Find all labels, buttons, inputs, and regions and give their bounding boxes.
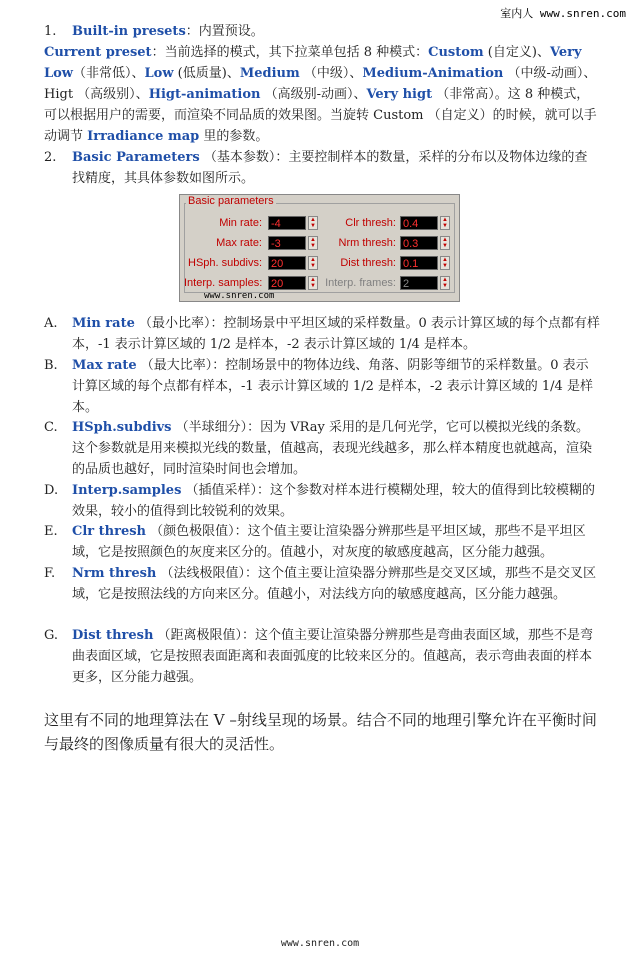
item-text: （法线极限值）：这个值主要让渲染器分辨那些是交叉区域，那些不是交叉区域，它是按照法线的方向来区分。值越小，对法线方向的敏感度越高，区分能力越强。: [72, 566, 597, 602]
section-1-number: 1.: [44, 24, 57, 39]
min-rate-label: Min rate:: [219, 217, 262, 229]
clr-thresh-field[interactable]: 0.4: [400, 216, 438, 230]
footer-site: www.snren.com: [280, 938, 360, 949]
list-item: [44, 625, 600, 688]
item-term: Nrm thresh: [72, 566, 157, 581]
text: ：当前选择的模式，其下拉菜单包括 8 种模式：: [151, 45, 429, 60]
item-text: （插值采样）：这个参数对样本进行模糊处理，较大的值得到比较模糊的效果，较小的值得到比较锐利的效果。: [72, 483, 596, 519]
item-text: （距离极限值）：这个值主要让渲染器分辨那些是弯曲表面区域，那些不是弯曲表面区域，它是按照表面距离和表面弧度的比较来区分的。值越高，表示弯曲表面的样本更多，区分能力越强。: [72, 628, 594, 685]
item-term: Min rate: [72, 316, 135, 331]
list-item: [44, 417, 600, 480]
item-text: （半球细分）：因为 VRay 采用的是几何光学，它可以模拟光线的条数。这个参数就是用来模拟光线的数量，值越高，表现光线越多，那么样本精度也就越高，渲染的品质也越好，同时渲染时间也会增加。: [72, 420, 593, 477]
item-letter: D.: [44, 483, 59, 498]
min-rate-spinner[interactable]: ▲ ▼: [308, 216, 318, 230]
list-item: [44, 563, 600, 605]
current-preset-term: Current preset: [44, 45, 152, 60]
text: （非常低）、: [73, 66, 145, 81]
text: (低质量)、: [173, 66, 240, 81]
preset-very-low: Very Low: [44, 45, 582, 81]
item-letter: G.: [44, 628, 59, 643]
preset-low: Low: [144, 66, 174, 81]
list-item: [44, 521, 600, 563]
item-letter: E.: [44, 524, 58, 539]
basic-parameters-panel: [179, 194, 460, 302]
list-item: [44, 313, 600, 355]
clr-thresh-label: Clr thresh:: [345, 217, 396, 229]
preset-medium-animation: Medium-Animation: [362, 66, 504, 81]
section-2-term: Basic Parameters: [72, 150, 200, 165]
list-item: [44, 480, 600, 522]
preset-custom: Custom: [428, 45, 484, 60]
clr-thresh-spinner[interactable]: ▲ ▼: [440, 216, 450, 230]
interp-frames-spinner[interactable]: ▲ ▼: [440, 276, 450, 290]
list-item: [44, 355, 600, 418]
text: (自定义)、: [483, 45, 550, 60]
hsph-subdivs-spinner[interactable]: ▲ ▼: [308, 256, 318, 270]
min-rate-field[interactable]: -4: [268, 216, 306, 230]
dist-thresh-label: Dist thresh:: [340, 257, 396, 269]
interp-frames-field[interactable]: 2: [400, 276, 438, 290]
hsph-subdivs-label: HSph. subdivs:: [188, 257, 262, 269]
item-term: Interp.samples: [72, 483, 182, 498]
nrm-thresh-label: Nrm thresh:: [338, 237, 396, 249]
item-letter: F.: [44, 566, 56, 581]
section-2-number: 2.: [44, 150, 57, 165]
text: （中级）、: [299, 66, 363, 81]
dist-thresh-spinner[interactable]: ▲ ▼: [440, 256, 450, 270]
item-term: Clr thresh: [72, 524, 147, 539]
preset-medium: Medium: [239, 66, 300, 81]
max-rate-field[interactable]: -3: [268, 236, 306, 250]
nrm-thresh-spinner[interactable]: ▲ ▼: [440, 236, 450, 250]
item-term: Max rate: [72, 358, 137, 373]
preset-higt-animation: Higt-animation: [148, 87, 261, 102]
current-preset-paragraph: [44, 42, 600, 147]
text: （非常高）。这 8 种模式，可以根据用户的需要，而渲染不同品质的效果图。当旋转 Custom （自定义）的时候，就可以手动调节: [44, 87, 597, 144]
max-rate-label: Max rate:: [216, 237, 262, 249]
max-rate-spinner[interactable]: ▲ ▼: [308, 236, 318, 250]
interp-samples-spinner[interactable]: ▲ ▼: [308, 276, 318, 290]
section-1-desc: ：内置预设。: [185, 24, 264, 39]
interp-frames-label: Interp. frames:: [325, 277, 396, 289]
section-2: [44, 147, 600, 189]
item-term: HSph.subdivs: [72, 420, 172, 435]
text: （中级-动画）、Higt （高级别）、: [44, 66, 597, 102]
closing-paragraph: 这里有不同的地理算法在 V –射线呈现的场景。结合不同的地理引擎允许在平衡时间与最终的图像质量有很大的灵活性。: [44, 711, 597, 753]
text: 里的参数。: [199, 129, 269, 144]
item-text: （最小比率）：控制场景中平坦区域的采样数量。0 表示计算区域的每个点都有样本，-1 表示计算区域的 1/2 是样本，-2 表示计算区域的 1/4 是样本。: [72, 316, 600, 352]
panel-title: Basic parameters: [188, 195, 274, 207]
dist-thresh-field[interactable]: 0.1: [400, 256, 438, 270]
interp-samples-field[interactable]: 20: [268, 276, 306, 290]
irradiance-map-term: Irradiance map: [87, 129, 200, 144]
header-site: 室内人 www.snren.com: [500, 7, 626, 20]
item-letter: C.: [44, 420, 58, 435]
section-2-desc: （基本参数）：主要控制样本的数量，采样的分布以及物体边缘的查找精度，其具体参数如图所示。: [72, 150, 588, 186]
panel-watermark: www.snren.com: [204, 291, 275, 301]
hsph-subdivs-field[interactable]: 20: [268, 256, 306, 270]
item-text: （颜色极限值）：这个值主要让渲染器分辨那些是平坦区域，那些不是平坦区域，它是按照颜色的灰度来区分的。值越小，对灰度的敏感度越高，区分能力越强。: [72, 524, 586, 560]
nrm-thresh-field[interactable]: 0.3: [400, 236, 438, 250]
item-letter: A.: [44, 316, 58, 331]
section-1-term: Built-in presets: [72, 24, 186, 39]
item-text: （最大比率）：控制场景中的物体边线、角落、阴影等细节的采样数量。0 表示计算区域的每个点都有样本，-1 表示计算区域的 1/2 是样本，-2 表示计算区域的 1/4 是样本。: [72, 358, 593, 415]
item-term: Dist thresh: [72, 628, 154, 643]
preset-very-higt: Very higt: [366, 87, 433, 102]
text: （高级别-动画）、: [260, 87, 367, 102]
section-1: [44, 21, 600, 42]
interp-samples-label: Interp. samples:: [184, 277, 263, 289]
item-letter: B.: [44, 358, 58, 373]
